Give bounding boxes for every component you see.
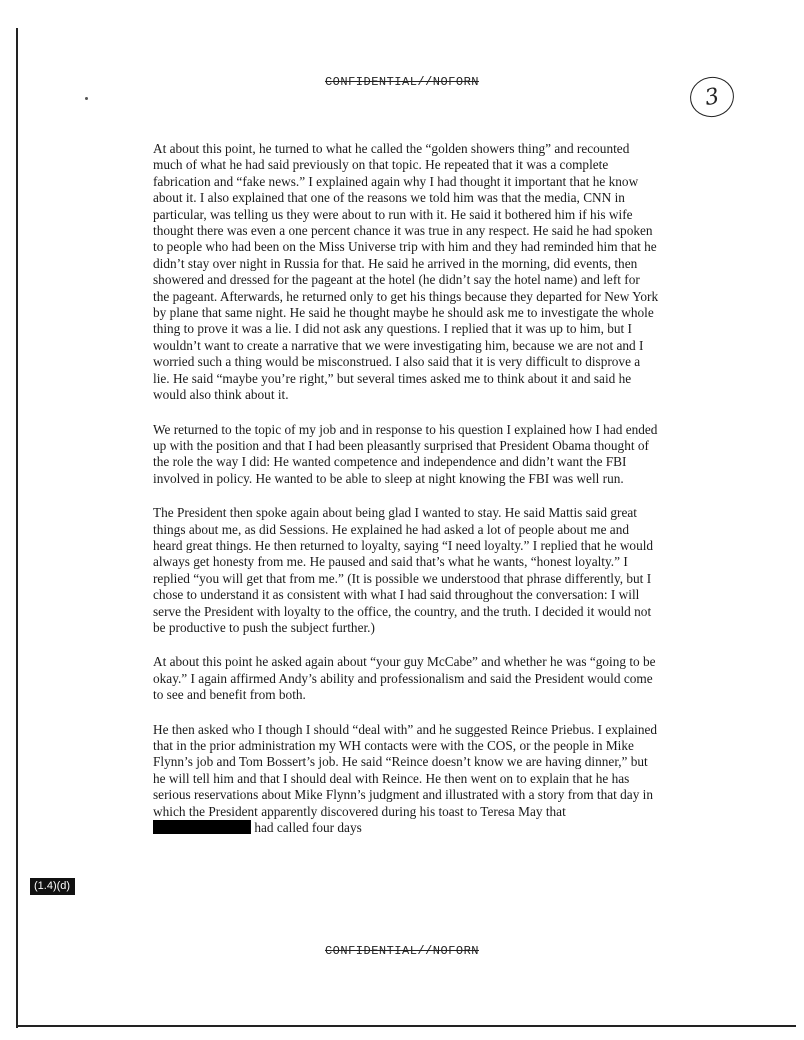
paragraph-priebus-flynn-tail: had called four days [254, 820, 362, 836]
memo-body [153, 141, 659, 854]
page-number-text: 3 [702, 83, 722, 111]
paragraph-priebus-flynn-text: He then asked who I though I should “deal with” and he suggested Reince Priebus. I explained that in the prior administration my WH contacts were with the COS, or the people in Mike Flynn’s job and Tom Bossert’s job. He said “Reince doesn’t know we are having dinner,” but he will tell him and that I should deal with Reince. He then went on to explain that he has serious reservations about Mike Flynn’s judgment and illustrated with a story from that day in which the President apparently discovered during his toast to Teresa May that [153, 721, 658, 819]
paragraph-loyalty: The President then spoke again about being glad I wanted to stay. He said Mattis said great things about me, as did Sessions. He explained he had asked a lot of people about me and heard great things. He then returned to loyalty, saying “I need loyalty.” I replied that he would always get honesty from me. He paused and said that’s what he wants, “honest loyalty.” I replied “you will get that from me.” (It is possible we understood that phrase differently, but I chose to understand it as consistent with what I had said throughout the conversation: I will serve the President with loyalty to the office, the country, and the truth. I decided it would not be productive to push the subject further.) [153, 505, 654, 635]
scan-border-left [16, 28, 18, 1028]
paragraph-priebus-flynn [153, 722, 659, 837]
header-classification-marking: CONFIDENTIAL//NOFORN [324, 75, 480, 89]
paragraph-golden-showers: At about this point, he turned to what he called the “golden showers thing” and recounted much of what he had said previously on that topic. He repeated that it was a complete fabrication and “fake news.” I explained again why I had thought it important that he know about it. I also explained that one of the reasons we told him was that the media, CNN in particular, was telling us they were about to run with it. He said it bothered him if his wife thought there was even a one percent chance it was true in any respect. He said he had spoken to people who had been on the Miss Universe trip with him and they had reminded him that he didn’t stay over night in Russia for that. He said he arrived in the morning, did events, then showered and dressed for the pageant at the hotel (he didn’t say the hotel name) and left for the pageant. Afterwards, he returned only to get his things because they departed for New York by plane that same night. He said he thought maybe he should ask me to investigate the whole thing to prove it was a lie. I did not ask any questions. I replied that it was up to him, but I wouldn’t want to create a narrative that we were investigating him, because we are not and I worried such a thing would be misconstrued. I also said that it is very difficult to disprove a lie. He said “maybe you’re right,” but several times asked me to think about it and said he would also think about it. [153, 141, 659, 403]
paragraph-job-topic: We returned to the topic of my job and in response to his question I explained how I had ended up with the position and that I had been pleasantly surprised that President Obama thought of the role the way I did: He wanted competence and independence and didn’t want the FBI involved in policy. He wanted to be able to sleep at night knowing the FBI was well run. [153, 421, 658, 486]
redaction-box [153, 820, 251, 834]
paragraph-mccabe: At about this point he asked again about “your guy McCabe” and whether he was “going to be okay.” I again affirmed Andy’s ability and professionalism and said the President would come to see and benefit from both. [153, 654, 656, 703]
footer-classification-marking: CONFIDENTIAL//NOFORN [324, 944, 480, 958]
redaction-exemption-label: (1.4)(d) [30, 878, 75, 895]
scan-border-bottom [16, 1025, 796, 1027]
scan-speck [85, 97, 88, 100]
